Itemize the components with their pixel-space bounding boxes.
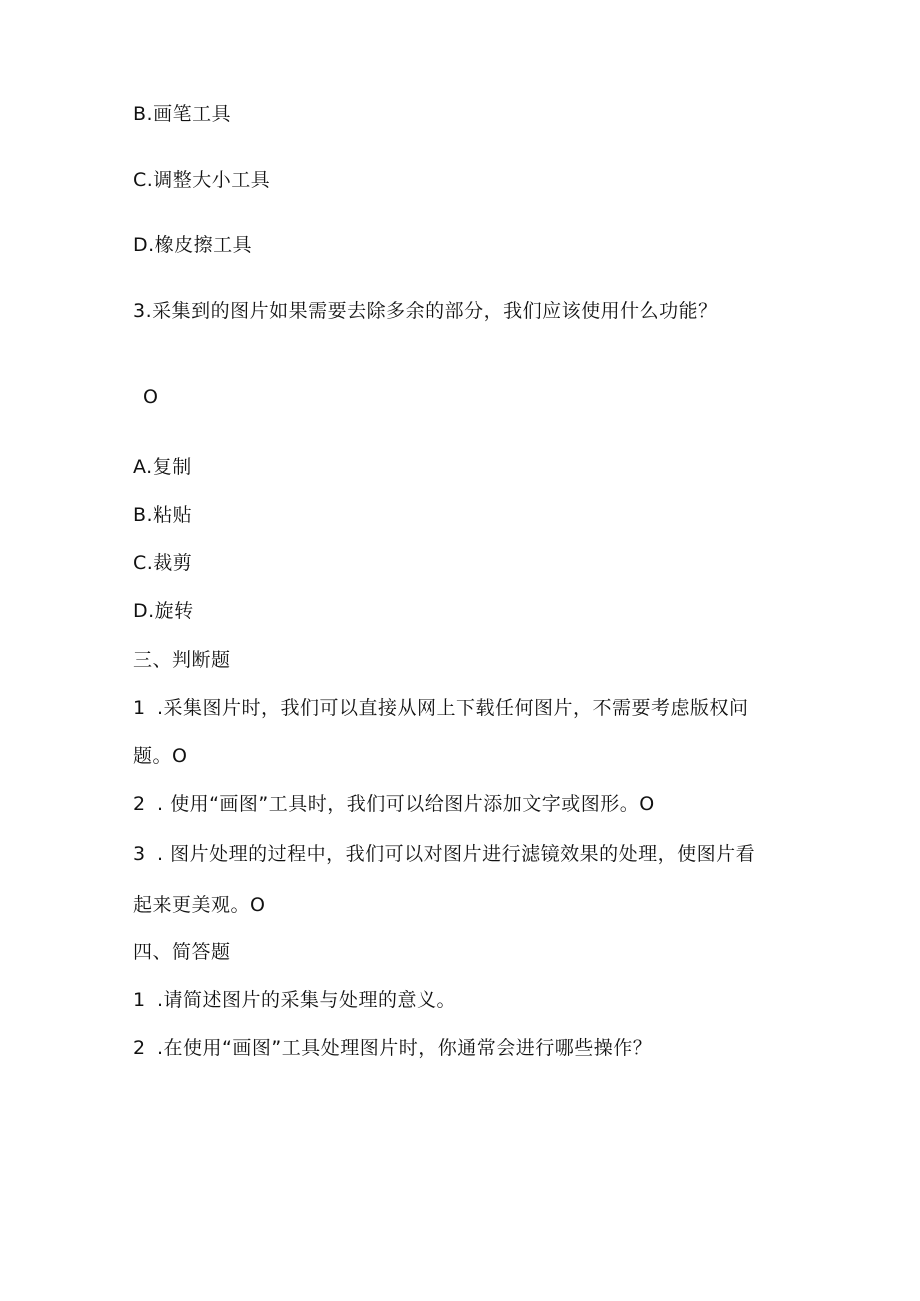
short-answer-1-number: 1 — [133, 989, 146, 1011]
tf-item-3-cont: 起来更美观。O — [133, 894, 266, 916]
tf-item-1-text: .采集图片时，我们可以直接从网上下载任何图片，不需要考虑版权问 — [157, 697, 749, 719]
tf-item-1-number: 1 — [133, 697, 146, 719]
tf-item-1-cont: 题。O — [133, 745, 188, 767]
q3-option-c: C.裁剪 — [133, 552, 193, 574]
short-answer-2 — [133, 1036, 652, 1060]
q3-option-a: A.复制 — [133, 456, 192, 478]
short-answer-1 — [133, 988, 456, 1012]
tf-item-2-number: 2 — [133, 793, 146, 815]
section4-heading: 四、简答题 — [133, 941, 231, 963]
tf-item-1 — [133, 696, 749, 720]
tf-item-2-text: . 使用“画图”工具时，我们可以给图片添加文字或图形。O — [157, 793, 655, 815]
tf-item-2 — [133, 792, 655, 816]
q2-option-d: D.橡皮擦工具 — [133, 234, 253, 256]
q3-stem: 3.采集到的图片如果需要去除多余的部分，我们应该使用什么功能？ — [133, 300, 718, 322]
q3-answer-blank: O — [143, 386, 159, 408]
q3-option-b: B.粘贴 — [133, 504, 193, 526]
short-answer-1-text: .请简述图片的采集与处理的意义。 — [157, 989, 457, 1011]
tf-item-3-text: . 图片处理的过程中，我们可以对图片进行滤镜效果的处理，使图片看 — [157, 843, 756, 865]
tf-item-3-number: 3 — [133, 843, 146, 865]
q3-option-d: D.旋转 — [133, 600, 194, 622]
q2-option-b: B.画笔工具 — [133, 103, 232, 125]
section3-heading: 三、判断题 — [133, 649, 231, 671]
q2-option-c: C.调整大小工具 — [133, 169, 271, 191]
short-answer-2-number: 2 — [133, 1037, 146, 1059]
tf-item-3 — [133, 842, 755, 866]
short-answer-2-text: .在使用“画图”工具处理图片时，你通常会进行哪些操作？ — [157, 1037, 653, 1059]
